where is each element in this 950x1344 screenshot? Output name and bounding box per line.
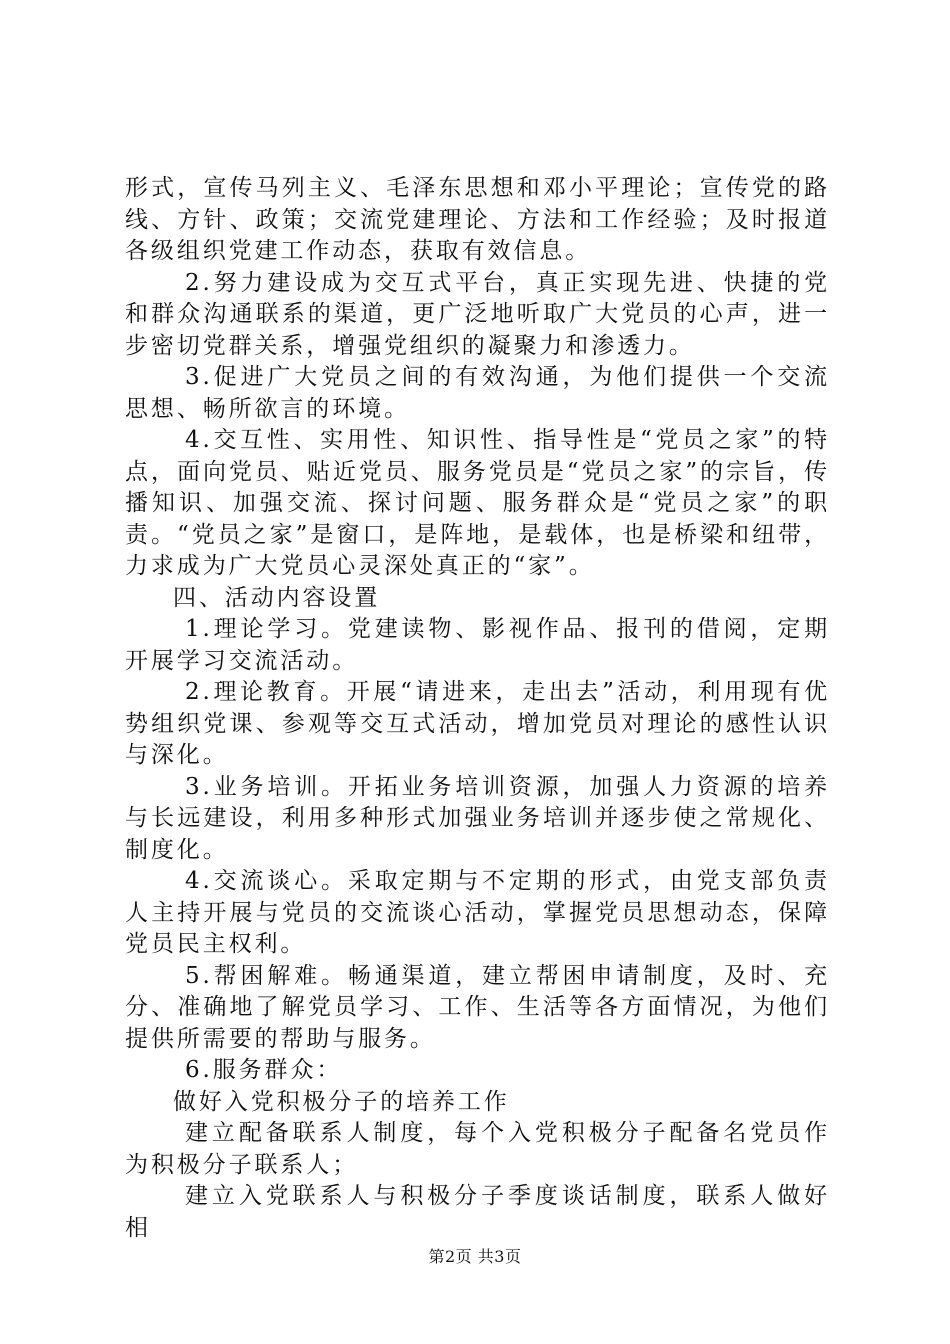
paragraph-activity-4-talks: 4.交流谈心。采取定期与不定期的形式，由党支部负责人主持开展与党员的交流谈心活动，掌握党员思想动态，保障党员民主权利。 <box>125 868 830 957</box>
paragraph-item-2-platform: 2.努力建设成为交互式平台，真正实现先进、快捷的党和群众沟通联系的渠道，更广泛地听取广大党员的心声，进一步密切党群关系，增强党组织的凝聚力和渗透力。 <box>125 269 830 359</box>
paragraph-item-4-characteristics: 4.交互性、实用性、知识性、指导性是“党员之家”的特点，面向党员、贴近党员、服务党员是“党员之家”的宗旨，传播知识、加强交流、探讨问题、服务群众是“党员之家”的职责。“党员之家”是窗口，是阵地，是载体，也是桥梁和纽带，力求成为广大党员心灵深处真正的“家”。 <box>125 427 830 579</box>
paragraph-activity-6-service: 6.服务群众： <box>185 1057 343 1083</box>
paragraph-activity-5-assistance: 5.帮困解难。畅通渠道，建立帮困申请制度，及时、充分、准确地了解党员学习、工作、生活等各方面情况，为他们提供所需要的帮助与服务。 <box>125 962 830 1052</box>
paragraph-contact-system: 建立配备联系人制度，每个入党积极分子配备名党员作为积极分子联系人； <box>125 1120 830 1178</box>
paragraph-activity-2-education: 2.理论教育。开展“请进来，走出去”活动，利用现有优势组织党课、参观等交互式活动，增加党员对理论的感性认识与深化。 <box>125 679 830 768</box>
document-body <box>125 173 830 1244</box>
page-number-footer: 第2页 共3页 <box>428 1247 522 1266</box>
section-heading-activities: 四、活动内容设置 <box>173 584 381 611</box>
paragraph-activity-3-training: 3.业务培训。开拓业务培训资源，加强人力资源的培养与长远建设，利用多种形式加强业务培训并逐步使之常规化、制度化。 <box>125 773 830 863</box>
paragraph-item-3-communication: 3.促进广大党员之间的有效沟通，为他们提供一个交流思想、畅所欲言的环境。 <box>125 364 830 422</box>
paragraph-activity-1-study: 1.理论学习。党建读物、影视作品、报刊的借阅，定期开展学习交流活动。 <box>125 616 830 674</box>
subheading-activist-training: 做好入党积极分子的培养工作 <box>173 1088 510 1115</box>
paragraph-quarterly-talks: 建立入党联系人与积极分子季度谈话制度，联系人做好相 <box>125 1183 830 1241</box>
paragraph-continuation: 形式，宣传马列主义、毛泽东思想和邓小平理论；宣传党的路线、方针、政策；交流党建理论、方法和工作经验；及时报道各级组织党建工作动态，获取有效信息。 <box>125 175 830 264</box>
